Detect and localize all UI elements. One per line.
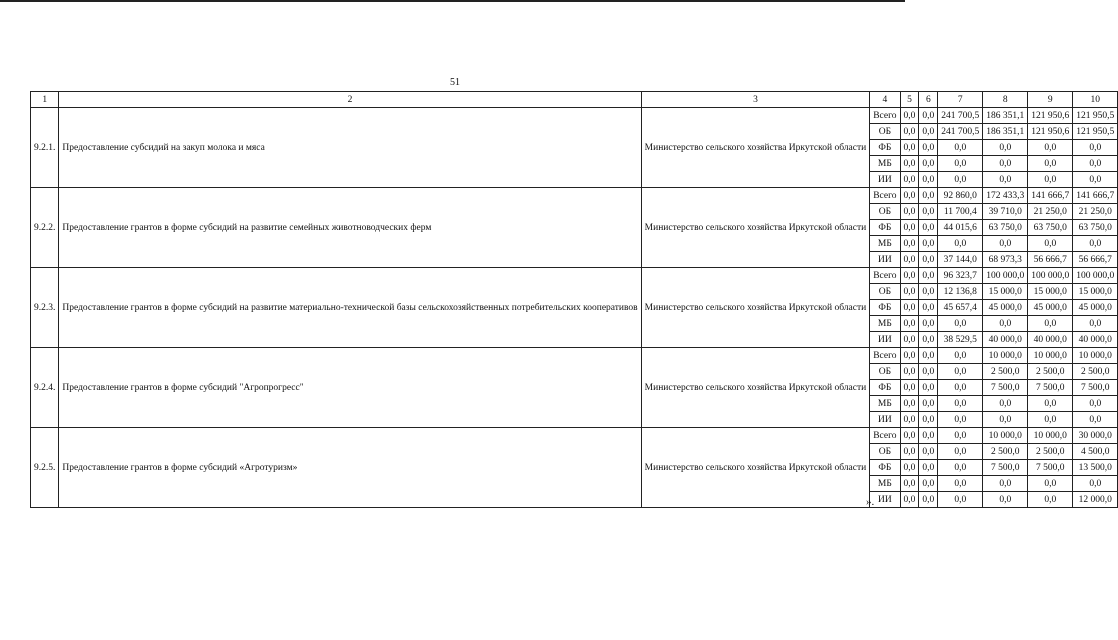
value-cell: 68 973,3 bbox=[983, 252, 1028, 268]
closing-quote-mark: ». bbox=[866, 496, 875, 508]
value-cell: 0,0 bbox=[938, 476, 983, 492]
value-cell: 0,0 bbox=[919, 172, 938, 188]
value-cell: 0,0 bbox=[983, 156, 1028, 172]
value-cell: 186 351,1 bbox=[983, 124, 1028, 140]
value-cell: 0,0 bbox=[1028, 172, 1073, 188]
value-cell: 37 144,0 bbox=[938, 252, 983, 268]
column-header: 4 bbox=[870, 92, 900, 108]
value-cell: 0,0 bbox=[938, 428, 983, 444]
value-cell: 0,0 bbox=[938, 380, 983, 396]
value-cell: 0,0 bbox=[900, 380, 919, 396]
value-cell: 0,0 bbox=[900, 284, 919, 300]
value-cell: 0,0 bbox=[1028, 396, 1073, 412]
value-cell: 0,0 bbox=[919, 396, 938, 412]
page-number: 51 bbox=[450, 77, 460, 88]
value-cell: 0,0 bbox=[919, 316, 938, 332]
value-cell: 172 433,3 bbox=[983, 188, 1028, 204]
value-cell: 10 000,0 bbox=[983, 428, 1028, 444]
value-cell: 7 500,0 bbox=[1028, 380, 1073, 396]
value-cell: 15 000,0 bbox=[1073, 284, 1118, 300]
item-code: 9.2.1. bbox=[31, 108, 59, 188]
value-cell: 30 000,0 bbox=[1073, 428, 1118, 444]
value-cell: 0,0 bbox=[919, 268, 938, 284]
funding-source-cell: ИИ bbox=[870, 332, 900, 348]
value-cell: 0,0 bbox=[938, 348, 983, 364]
item-code: 9.2.2. bbox=[31, 188, 59, 268]
value-cell: 0,0 bbox=[919, 444, 938, 460]
item-description: Предоставление грантов в форме субсидий «Агротуризм» bbox=[59, 428, 641, 508]
funding-source-cell: ФБ bbox=[870, 140, 900, 156]
value-cell: 0,0 bbox=[919, 204, 938, 220]
value-cell: 45 000,0 bbox=[983, 300, 1028, 316]
value-cell: 0,0 bbox=[1028, 492, 1073, 508]
value-cell: 0,0 bbox=[919, 140, 938, 156]
table-row bbox=[31, 188, 1118, 204]
value-cell: 21 250,0 bbox=[1028, 204, 1073, 220]
value-cell: 40 000,0 bbox=[1073, 332, 1118, 348]
value-cell: 0,0 bbox=[983, 316, 1028, 332]
value-cell: 121 950,6 bbox=[1028, 108, 1073, 124]
value-cell: 40 000,0 bbox=[1028, 332, 1073, 348]
value-cell: 0,0 bbox=[938, 172, 983, 188]
column-header: 2 bbox=[59, 92, 641, 108]
value-cell: 0,0 bbox=[900, 172, 919, 188]
value-cell: 0,0 bbox=[900, 396, 919, 412]
value-cell: 7 500,0 bbox=[1028, 460, 1073, 476]
value-cell: 63 750,0 bbox=[983, 220, 1028, 236]
value-cell: 0,0 bbox=[919, 476, 938, 492]
value-cell: 241 700,5 bbox=[938, 108, 983, 124]
table-row bbox=[31, 428, 1118, 444]
table-row bbox=[31, 348, 1118, 364]
value-cell: 100 000,0 bbox=[983, 268, 1028, 284]
value-cell: 0,0 bbox=[900, 188, 919, 204]
value-cell: 0,0 bbox=[919, 380, 938, 396]
table-row bbox=[31, 268, 1118, 284]
value-cell: 63 750,0 bbox=[1073, 220, 1118, 236]
value-cell: 0,0 bbox=[938, 140, 983, 156]
value-cell: 10 000,0 bbox=[1028, 428, 1073, 444]
value-cell: 4 500,0 bbox=[1073, 444, 1118, 460]
header-row bbox=[31, 92, 1118, 108]
column-header: 6 bbox=[919, 92, 938, 108]
value-cell: 2 500,0 bbox=[1028, 364, 1073, 380]
item-code: 9.2.3. bbox=[31, 268, 59, 348]
item-code: 9.2.4. bbox=[31, 348, 59, 428]
funding-source-cell: МБ bbox=[870, 476, 900, 492]
value-cell: 63 750,0 bbox=[1028, 220, 1073, 236]
value-cell: 0,0 bbox=[900, 332, 919, 348]
value-cell: 21 250,0 bbox=[1073, 204, 1118, 220]
value-cell: 10 000,0 bbox=[1073, 348, 1118, 364]
value-cell: 12 000,0 bbox=[1073, 492, 1118, 508]
funding-source-cell: Всего bbox=[870, 348, 900, 364]
value-cell: 0,0 bbox=[1028, 236, 1073, 252]
value-cell: 0,0 bbox=[900, 204, 919, 220]
value-cell: 0,0 bbox=[919, 428, 938, 444]
value-cell: 100 000,0 bbox=[1073, 268, 1118, 284]
value-cell: 56 666,7 bbox=[1028, 252, 1073, 268]
funding-source-cell: ОБ bbox=[870, 204, 900, 220]
value-cell: 0,0 bbox=[938, 396, 983, 412]
budget-table bbox=[30, 91, 1118, 508]
value-cell: 0,0 bbox=[938, 492, 983, 508]
funding-source-cell: Всего bbox=[870, 428, 900, 444]
value-cell: 0,0 bbox=[900, 316, 919, 332]
value-cell: 0,0 bbox=[900, 124, 919, 140]
value-cell: 0,0 bbox=[983, 172, 1028, 188]
funding-source-cell: ФБ bbox=[870, 300, 900, 316]
value-cell: 0,0 bbox=[938, 156, 983, 172]
value-cell: 92 860,0 bbox=[938, 188, 983, 204]
value-cell: 0,0 bbox=[919, 284, 938, 300]
table-row bbox=[31, 108, 1118, 124]
value-cell: 0,0 bbox=[983, 140, 1028, 156]
value-cell: 39 710,0 bbox=[983, 204, 1028, 220]
value-cell: 7 500,0 bbox=[983, 380, 1028, 396]
value-cell: 13 500,0 bbox=[1073, 460, 1118, 476]
value-cell: 0,0 bbox=[938, 316, 983, 332]
item-executor: Министерство сельского хозяйства Иркутской области bbox=[641, 188, 870, 268]
value-cell: 0,0 bbox=[1073, 396, 1118, 412]
item-executor: Министерство сельского хозяйства Иркутской области bbox=[641, 108, 870, 188]
funding-source-cell: ИИ bbox=[870, 252, 900, 268]
item-description: Предоставление субсидий на закуп молока и мяса bbox=[59, 108, 641, 188]
value-cell: 45 000,0 bbox=[1028, 300, 1073, 316]
column-header: 1 bbox=[31, 92, 59, 108]
funding-source-cell: ИИ bbox=[870, 172, 900, 188]
value-cell: 0,0 bbox=[983, 236, 1028, 252]
value-cell: 0,0 bbox=[919, 252, 938, 268]
value-cell: 0,0 bbox=[900, 364, 919, 380]
value-cell: 0,0 bbox=[919, 188, 938, 204]
value-cell: 0,0 bbox=[1028, 316, 1073, 332]
value-cell: 0,0 bbox=[900, 252, 919, 268]
funding-source-cell: ОБ bbox=[870, 284, 900, 300]
value-cell: 0,0 bbox=[919, 124, 938, 140]
value-cell: 0,0 bbox=[900, 268, 919, 284]
funding-source-cell: Всего bbox=[870, 268, 900, 284]
value-cell: 0,0 bbox=[900, 236, 919, 252]
value-cell: 0,0 bbox=[919, 220, 938, 236]
funding-source-cell: ИИ bbox=[870, 492, 900, 508]
value-cell: 0,0 bbox=[983, 492, 1028, 508]
value-cell: 0,0 bbox=[919, 108, 938, 124]
value-cell: 0,0 bbox=[983, 476, 1028, 492]
value-cell: 45 657,4 bbox=[938, 300, 983, 316]
value-cell: 121 950,5 bbox=[1073, 108, 1118, 124]
value-cell: 44 015,6 bbox=[938, 220, 983, 236]
value-cell: 0,0 bbox=[900, 108, 919, 124]
value-cell: 141 666,7 bbox=[1073, 188, 1118, 204]
value-cell: 11 700,4 bbox=[938, 204, 983, 220]
value-cell: 15 000,0 bbox=[1028, 284, 1073, 300]
value-cell: 0,0 bbox=[1073, 156, 1118, 172]
value-cell: 0,0 bbox=[919, 492, 938, 508]
value-cell: 0,0 bbox=[919, 364, 938, 380]
value-cell: 0,0 bbox=[938, 236, 983, 252]
value-cell: 0,0 bbox=[919, 412, 938, 428]
value-cell: 96 323,7 bbox=[938, 268, 983, 284]
item-description: Предоставление грантов в форме субсидий "Агропрогресс" bbox=[59, 348, 641, 428]
column-header: 7 bbox=[938, 92, 983, 108]
value-cell: 0,0 bbox=[919, 460, 938, 476]
value-cell: 7 500,0 bbox=[983, 460, 1028, 476]
value-cell: 0,0 bbox=[1073, 476, 1118, 492]
funding-source-cell: ФБ bbox=[870, 380, 900, 396]
funding-source-cell: Всего bbox=[870, 188, 900, 204]
column-header: 5 bbox=[900, 92, 919, 108]
value-cell: 0,0 bbox=[900, 476, 919, 492]
value-cell: 0,0 bbox=[919, 332, 938, 348]
value-cell: 38 529,5 bbox=[938, 332, 983, 348]
value-cell: 0,0 bbox=[938, 460, 983, 476]
funding-source-cell: ОБ bbox=[870, 124, 900, 140]
value-cell: 0,0 bbox=[1028, 412, 1073, 428]
value-cell: 0,0 bbox=[900, 412, 919, 428]
value-cell: 241 700,5 bbox=[938, 124, 983, 140]
value-cell: 0,0 bbox=[938, 364, 983, 380]
value-cell: 0,0 bbox=[938, 444, 983, 460]
item-executor: Министерство сельского хозяйства Иркутской области bbox=[641, 428, 870, 508]
funding-source-cell: ИИ bbox=[870, 412, 900, 428]
value-cell: 0,0 bbox=[1073, 140, 1118, 156]
value-cell: 15 000,0 bbox=[983, 284, 1028, 300]
value-cell: 0,0 bbox=[983, 412, 1028, 428]
value-cell: 121 950,6 bbox=[1028, 124, 1073, 140]
value-cell: 10 000,0 bbox=[1028, 348, 1073, 364]
value-cell: 0,0 bbox=[900, 428, 919, 444]
funding-source-cell: МБ bbox=[870, 236, 900, 252]
value-cell: 0,0 bbox=[900, 492, 919, 508]
funding-source-cell: МБ bbox=[870, 316, 900, 332]
funding-source-cell: ФБ bbox=[870, 220, 900, 236]
item-description: Предоставление грантов в форме субсидий на развитие семейных животноводческих ферм bbox=[59, 188, 641, 268]
value-cell: 141 666,7 bbox=[1028, 188, 1073, 204]
funding-source-cell: ФБ bbox=[870, 460, 900, 476]
funding-source-cell: МБ bbox=[870, 156, 900, 172]
column-header: 8 bbox=[983, 92, 1028, 108]
value-cell: 0,0 bbox=[1028, 156, 1073, 172]
value-cell: 100 000,0 bbox=[1028, 268, 1073, 284]
column-header: 9 bbox=[1028, 92, 1073, 108]
value-cell: 0,0 bbox=[1073, 236, 1118, 252]
item-code: 9.2.5. bbox=[31, 428, 59, 508]
column-header: 3 bbox=[641, 92, 870, 108]
value-cell: 0,0 bbox=[938, 412, 983, 428]
value-cell: 0,0 bbox=[1073, 316, 1118, 332]
item-executor: Министерство сельского хозяйства Иркутской области bbox=[641, 268, 870, 348]
value-cell: 0,0 bbox=[900, 300, 919, 316]
funding-source-cell: ОБ bbox=[870, 364, 900, 380]
value-cell: 12 136,8 bbox=[938, 284, 983, 300]
value-cell: 0,0 bbox=[1073, 172, 1118, 188]
table-body bbox=[31, 108, 1118, 508]
value-cell: 0,0 bbox=[1073, 412, 1118, 428]
value-cell: 45 000,0 bbox=[1073, 300, 1118, 316]
column-header: 10 bbox=[1073, 92, 1118, 108]
value-cell: 121 950,5 bbox=[1073, 124, 1118, 140]
value-cell: 2 500,0 bbox=[1073, 364, 1118, 380]
value-cell: 0,0 bbox=[900, 156, 919, 172]
value-cell: 2 500,0 bbox=[983, 364, 1028, 380]
funding-source-cell: ОБ bbox=[870, 444, 900, 460]
value-cell: 0,0 bbox=[919, 348, 938, 364]
value-cell: 0,0 bbox=[919, 236, 938, 252]
value-cell: 0,0 bbox=[900, 140, 919, 156]
value-cell: 2 500,0 bbox=[1028, 444, 1073, 460]
top-border-line bbox=[0, 0, 905, 8]
value-cell: 0,0 bbox=[900, 460, 919, 476]
value-cell: 40 000,0 bbox=[983, 332, 1028, 348]
value-cell: 2 500,0 bbox=[983, 444, 1028, 460]
value-cell: 0,0 bbox=[1028, 140, 1073, 156]
value-cell: 0,0 bbox=[919, 156, 938, 172]
item-description: Предоставление грантов в форме субсидий на развитие материально-технической базы сельскохозяйственных потребительских кооперативов bbox=[59, 268, 641, 348]
value-cell: 0,0 bbox=[919, 300, 938, 316]
value-cell: 56 666,7 bbox=[1073, 252, 1118, 268]
value-cell: 186 351,1 bbox=[983, 108, 1028, 124]
funding-source-cell: Всего bbox=[870, 108, 900, 124]
value-cell: 10 000,0 bbox=[983, 348, 1028, 364]
value-cell: 0,0 bbox=[983, 396, 1028, 412]
value-cell: 0,0 bbox=[900, 444, 919, 460]
value-cell: 0,0 bbox=[900, 348, 919, 364]
value-cell: 0,0 bbox=[900, 220, 919, 236]
value-cell: 0,0 bbox=[1028, 476, 1073, 492]
value-cell: 7 500,0 bbox=[1073, 380, 1118, 396]
funding-source-cell: МБ bbox=[870, 396, 900, 412]
item-executor: Министерство сельского хозяйства Иркутской области bbox=[641, 348, 870, 428]
